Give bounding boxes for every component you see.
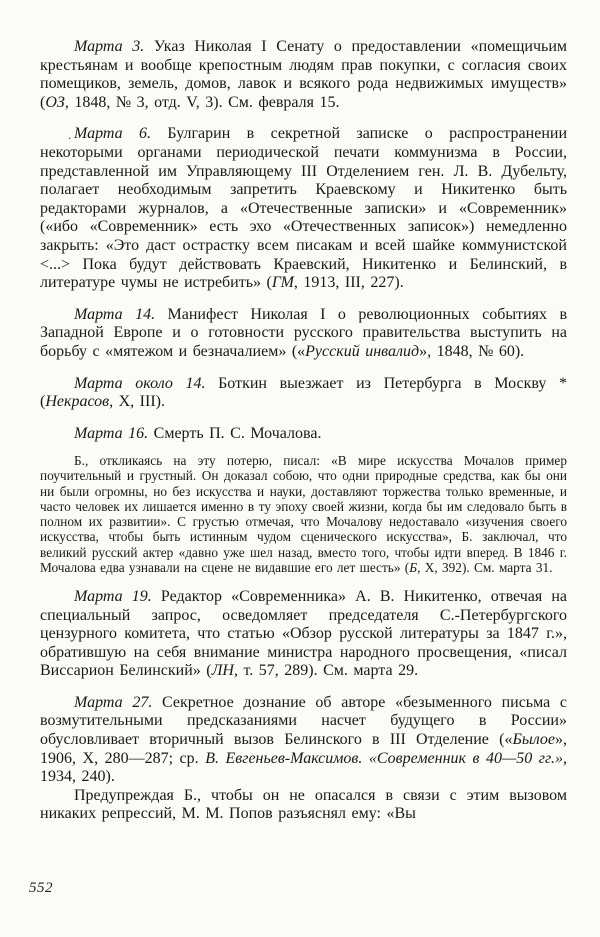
body-text: Боткин выезжает из Петербурга в Москву * ( [40, 374, 567, 411]
body-text: Указ Николая I Сенату о предоставлении «помещичьим крестьянам и вообще крепостным людям прав покупки, с согласия своих помещиков, земель, домов, лавок и всякого рода недвижимых имуществ» ( [40, 38, 567, 111]
page-number: 552 [29, 880, 53, 896]
italic-text: Марта 6. [74, 125, 152, 143]
italic-text: Б [409, 559, 418, 575]
body-text: , т. 57, 289). См. марта 29. [233, 662, 419, 680]
entry-march-27 [40, 694, 567, 787]
entry-march-14 [40, 306, 567, 362]
italic-text: Марта 3. [74, 38, 145, 55]
italic-text: ЛН [211, 662, 234, 680]
body-text: , X, 392). См. марта 31. [417, 559, 553, 575]
body-text: , 1913, III, 227). [293, 274, 404, 292]
italic-text: Марта 27. [74, 693, 153, 711]
entry-march-16-commentary [40, 453, 567, 575]
entry-march-27-continuation [40, 787, 567, 824]
italic-text: В. Евгеньев-Максимов. «Современник в 40—50 гг.» [205, 749, 563, 767]
entry-march-19 [40, 588, 567, 681]
italic-text: Марта 16. [74, 424, 149, 442]
body-text: Булгарин в секретной записке о распространении некоторыми органами периодической печати коммунизма в России, представленной им Управляющему III Отделением ген. Л. В. Дубельту, полагает необходимым запретить Краевскому и Никитенко быть редакторами журналов, а «Отечественные записки» и «Современник» («ибо «Современник» есть эхо «Отечественных записок») немедленно закрыть: «Это даст острастку всем писакам и всей шайке коммунистской <...> Пока будут действовать Краевский, Никитенко и Белинский, в литературе чумы не истребить» ( [40, 125, 567, 292]
entry-march-6 [40, 125, 567, 292]
print-artifact-dot: . [68, 127, 72, 143]
italic-text: ОЗ [45, 93, 65, 111]
entry-march-16 [40, 425, 567, 444]
italic-text: Былое [512, 731, 555, 749]
body-text: », 1848, № 60). [419, 342, 525, 360]
body-text: Редактор «Современника» А. В. Никитенко, отвечая на специальный запрос, осведомляет председателя С.-Петербургского цензурного комитета, что статью «Обзор русской литературы за 1847 г.», обратившую на себя внимание министра народного просвещения, «писал Виссарион Белинский» ( [40, 587, 568, 680]
italic-text: Русский инвалид [305, 342, 420, 360]
body-text: , 1848, № 3, отд. V, 3). См. февраля 15. [64, 93, 340, 111]
text-block [40, 38, 567, 824]
entry-march-about-14 [40, 375, 567, 412]
body-text: Смерть П. С. Мочалова. [148, 424, 322, 442]
body-text: », 1906, X, 280—287; ср. [40, 731, 567, 767]
body-text: , X, III). [109, 393, 165, 411]
italic-text: Некрасов [45, 393, 110, 411]
body-text: , 1934, 240). [40, 749, 567, 786]
italic-text: Марта 19. [74, 587, 152, 605]
body-text: Секретное дознание об авторе «безыменного письма с возмутительными предсказаниями насчет будущего в России» обусловливает вторичный вызов Белинского в III Отделение (« [40, 693, 567, 749]
body-text: Манифест Николая I о революционных событиях в Западной Европе и о готовности русского правительства выступить на борьбу с «мятежом и безначалием» (« [40, 305, 567, 360]
entry-march-3 [40, 38, 567, 112]
italic-text: Марта около 14. [74, 374, 206, 392]
body-text: Предупреждая Б., чтобы он не опасался в связи с этим вызовом никаких репрессий, М. М. Попов разъяснял ему: «Вы [40, 786, 567, 823]
body-text: Б., откликаясь на эту потерю, писал: «В мире искусства Мочалов пример поучительный и грустный. Он доказал собою, что одни природные средства, как бы они ни были огромны, но без искусства и науки, доставляют торжества только временные, и часто человек их лишается именно в ту эпоху своей жизни, когда бы им следовало быть в полном их развитии». С грустью отмечая, что Мочалову недоставало «изучения своего искусства, чтобы быть истинным чудом сценического искусства», Б. заключал, что великий русский актер «давно уже шел назад, вместо того, чтобы идти вперед. В 1846 г. Мочалова едва узнавали на сцене не видавшие его лет шесть» ( [40, 453, 567, 575]
italic-text: Марта 14. [74, 305, 156, 323]
italic-text: ГМ [271, 274, 294, 292]
